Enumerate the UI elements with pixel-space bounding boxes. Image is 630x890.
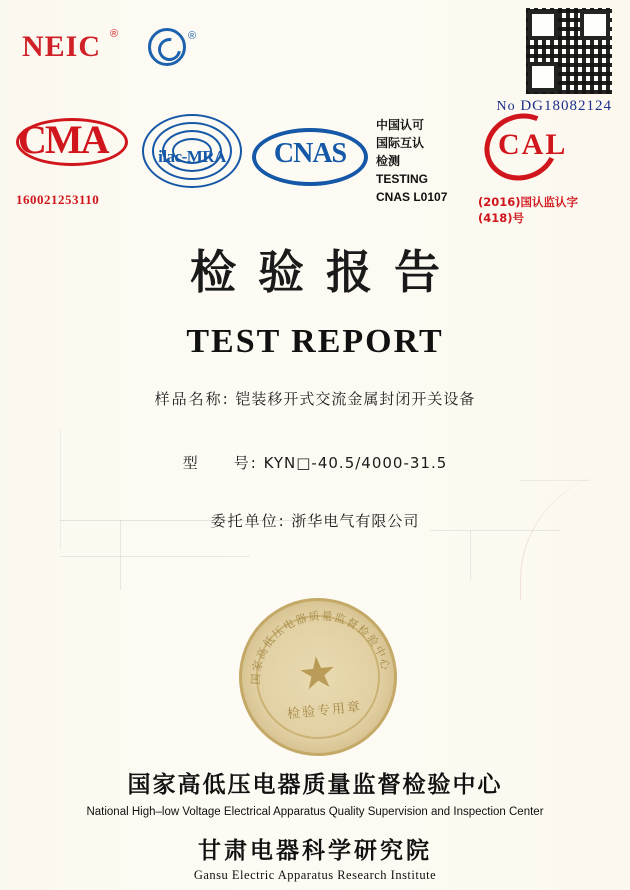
report-number-label: No: [496, 99, 516, 114]
cal-mark-label: CAL: [498, 128, 568, 161]
page-title-cn: 检验报告: [190, 245, 462, 299]
accreditation-logo-row: [0, 108, 630, 225]
quality-emblem-icon: [148, 28, 186, 66]
report-number-value: DG18082124: [520, 98, 612, 114]
issuing-organization-en: National High–low Voltage Electrical Apparatus Quality Supervision and Inspection Center: [86, 806, 544, 818]
cal-number: (2016)国认监认字(418)号: [478, 195, 579, 225]
seal-bottom-text: 检验专用章: [286, 699, 363, 723]
cma-mark: [14, 112, 130, 208]
ilac-mark-label: ilac-MRA: [158, 147, 226, 166]
svg-text:国家高低压电器质量监督检验中心: 国家高低压电器质量监督检验中心: [249, 609, 393, 685]
background-mark: [470, 530, 471, 580]
background-mark: [60, 430, 61, 550]
field-label: 委托单位:: [210, 512, 286, 530]
institute-name-en: Gansu Electric Apparatus Research Institute: [193, 868, 437, 882]
field-value: 铠装移开式交流金属封闭开关设备: [235, 390, 476, 408]
field-label: 样品名称:: [154, 390, 230, 408]
official-seal: [231, 590, 405, 764]
cnas-line-4: TESTING: [376, 172, 429, 186]
cnas-line-2: 国际互认: [376, 136, 425, 150]
field-label: 型 号:: [182, 454, 258, 472]
registered-trademark-icon: ®: [188, 30, 197, 42]
seal-star-icon: ★: [295, 647, 340, 700]
background-mark: [60, 556, 250, 557]
background-mark: [520, 480, 590, 481]
ilac-mra-mark: [140, 114, 244, 192]
neic-logo: NEIC: [22, 30, 102, 63]
field-client: [0, 510, 630, 531]
issuing-organization-cn: 国家高低压电器质量监督检验中心: [127, 772, 503, 798]
cnas-accreditation-text: [376, 116, 480, 206]
field-value: KYN□-40.5/4000-31.5: [263, 454, 448, 472]
field-value: 浙华电气有限公司: [291, 512, 420, 530]
cal-mark: [478, 114, 579, 225]
qr-finder-icon: [528, 10, 558, 40]
institute-name-cn: 甘肃电器科学研究院: [198, 838, 432, 864]
qr-finder-icon: [528, 62, 558, 92]
cnas-line-1: 中国认可: [376, 118, 425, 132]
cma-mark-label: CMA: [18, 117, 108, 162]
field-model: [0, 452, 630, 473]
field-sample-name: [0, 388, 630, 409]
background-mark: [520, 470, 630, 600]
qr-code-icon: [526, 8, 612, 94]
registered-trademark-icon: ®: [110, 28, 119, 40]
cma-number: 160021253110: [16, 192, 100, 207]
cnas-line-3: 检测: [376, 154, 401, 168]
cnas-mark-label: CNAS: [273, 138, 347, 169]
cnas-mark: [252, 124, 368, 190]
cnas-line-5: CNAS L0107: [376, 190, 448, 204]
qr-finder-icon: [580, 10, 610, 40]
page-title-en: TEST REPORT: [186, 323, 444, 360]
